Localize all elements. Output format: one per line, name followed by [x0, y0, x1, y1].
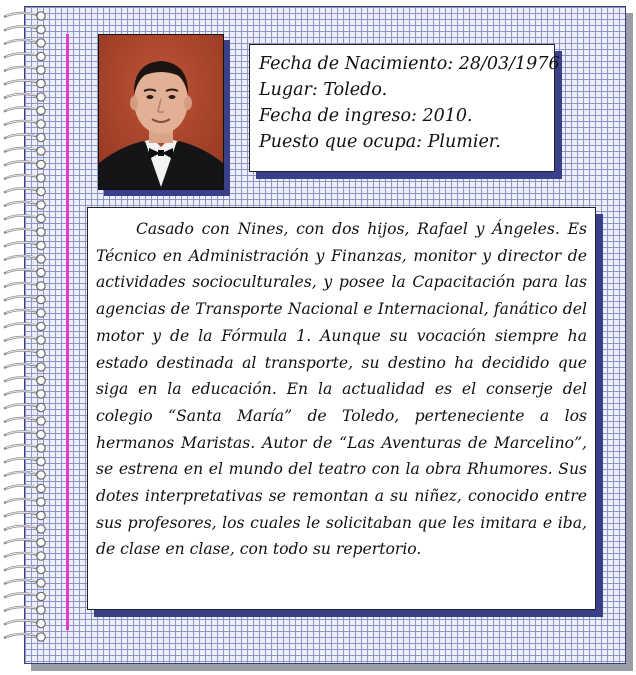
entry-date-text: Fecha de ingreso: 2010. — [259, 106, 473, 126]
spiral-ring — [4, 606, 45, 614]
place-text: Lugar: Toledo. — [259, 80, 388, 100]
birth-date-text: Fecha de Nacimiento: 28/03/1976 — [259, 54, 560, 74]
spiral-ring — [4, 390, 45, 398]
spiral-ring — [4, 592, 45, 600]
spiral-ring — [4, 106, 45, 114]
spiral-ring — [4, 376, 45, 384]
spiral-ring — [4, 295, 45, 303]
spiral-ring — [4, 430, 45, 438]
spiral-ring — [4, 538, 45, 546]
spiral-ring — [4, 309, 45, 317]
spiral-ring — [4, 133, 45, 141]
spiral-ring — [4, 147, 45, 155]
spiral-ring — [4, 633, 45, 641]
spiral-ring — [4, 79, 45, 87]
spiral-ring — [4, 120, 45, 128]
spiral-ring — [4, 565, 45, 573]
spiral-ring — [4, 282, 45, 290]
spiral-ring — [4, 579, 45, 587]
spiral-ring — [4, 25, 45, 33]
spiral-ring — [4, 511, 45, 519]
portrait-photo — [98, 34, 224, 190]
spiral-ring — [4, 12, 45, 20]
spiral-ring — [4, 444, 45, 452]
spiral-ring — [4, 471, 45, 479]
spiral-ring — [4, 187, 45, 195]
spiral-ring — [4, 484, 45, 492]
spiral-ring — [4, 619, 45, 627]
margin-line — [66, 34, 69, 630]
spiral-ring — [4, 403, 45, 411]
spiral-ring — [4, 255, 45, 263]
spiral-ring — [4, 417, 45, 425]
spiral-ring — [4, 174, 45, 182]
spiral-ring — [4, 52, 45, 60]
spiral-ring — [4, 160, 45, 168]
spiral-ring — [4, 201, 45, 209]
spiral-ring — [4, 214, 45, 222]
spiral-ring — [4, 322, 45, 330]
spiral-ring — [4, 241, 45, 249]
spiral-ring — [4, 349, 45, 357]
spiral-ring — [4, 498, 45, 506]
spiral-binding-icon — [0, 8, 60, 658]
spiral-ring — [4, 336, 45, 344]
spiral-ring — [4, 552, 45, 560]
spiral-ring — [4, 228, 45, 236]
spiral-ring — [4, 268, 45, 276]
spiral-ring — [4, 363, 45, 371]
spiral-ring — [4, 525, 45, 533]
spiral-ring — [4, 39, 45, 47]
bio-card — [87, 207, 596, 610]
position-text: Puesto que ocupa: Plumier. — [259, 132, 501, 152]
spiral-ring — [4, 66, 45, 74]
spiral-ring — [4, 457, 45, 465]
info-card — [249, 44, 560, 172]
bio-text: Casado con Nines, con dos hijos, Rafael y Ángeles. Es Técnico en Administración y Finanzas, monitor y director de actividades socioculturales, y posee la Capacitación para las agencias de Transporte Nacional e Internacional, fanático del motor y de la Fórmula 1. Aunque su vocación siempre ha estado destinada al transporte, su destino ha decidido que siga en la educación. En la actualidad es el conserje del colegio “Santa María” de Toledo, perteneciente a los hermanos Maristas. Autor de “Las Aventuras de Marcelino”, se estrena en el mundo del teatro con la obra Rhumores. Sus dotes interpretativas se remontan a su niñez, conocido entre sus profesores, los cuales le solicitaban que les imitara e iba, de clase en clase, con todo su repertorio. — [96, 220, 587, 559]
portrait-icon — [99, 35, 223, 189]
spiral-ring — [4, 93, 45, 101]
